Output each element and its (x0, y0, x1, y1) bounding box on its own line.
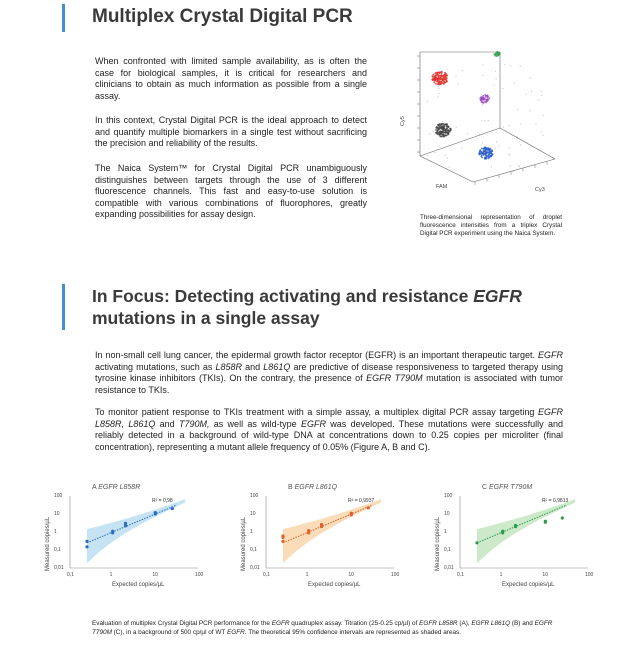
data-point (501, 530, 504, 533)
x-tick-label: 1 (499, 572, 503, 578)
x-tick-label: 0,1 (457, 572, 464, 578)
x-tick-label: 0,1 (67, 572, 74, 578)
figure-axis-label-cy5: Cy5 (400, 116, 406, 126)
y-tick-label: 1 (250, 529, 253, 535)
y-tick-label: 100 (54, 493, 63, 499)
section2-title-part2: mutations in a single assay (92, 308, 320, 328)
x-tick-label: 1 (305, 572, 309, 578)
section2-paragraph-1: In non-small cell lung cancer, the epidermal growth factor receptor (EGFR) is an important therapeutic target. EGFR activating mutations, such as L858R and L861Q are predictive of disease responsiveness to targeted therapy using tyrosine kinase inhibitors (TKIs). On the contrary, the presence of EGFR T790M mutation is associated with tumor resistance to TKIs. (95, 350, 564, 395)
y-axis-label: Measured copies/µL (241, 516, 247, 571)
y-tick-label: 1 (54, 529, 57, 535)
x-tick-label: 100 (391, 572, 400, 578)
figure-axis-label-cy3: Cy3 (535, 187, 545, 193)
y-tick-label: 10 (444, 511, 450, 517)
y-tick-label: 1 (444, 529, 447, 535)
y-tick-label: 0,01 (444, 565, 454, 571)
x-tick-label: 100 (585, 572, 594, 578)
chart-title-text: EGFR L861Q (294, 484, 338, 491)
y-tick-label: 0,1 (250, 547, 257, 553)
x-tick-label: 10 (348, 572, 354, 578)
section1-paragraph-1: When confronted with limited sample availability, as is often the case for biological samples, it is critical for researchers and clinicians to obtain as much information as possible from a single assay. (95, 56, 367, 101)
y-tick-label: 100 (250, 493, 259, 499)
y-axis-label: Measured copies/µL (45, 516, 51, 571)
y-tick-label: 100 (444, 493, 453, 499)
confidence-band (477, 499, 575, 563)
figure-caption: Three-dimensional representation of droplet fluorescence intensities from a triplex Crystal Digital PCR experiment using the Naica System. (420, 214, 562, 237)
x-tick-label: 100 (195, 572, 204, 578)
chart-panel-letter: B (288, 484, 295, 491)
chart-panel-letter: C (482, 484, 489, 491)
y-axis-label: Measured copies/µL (435, 516, 441, 571)
x-axis-label: Expected copies/µL (112, 582, 165, 588)
chart-panel-letter: A (92, 484, 99, 491)
chart-title-text: EGFR T790M (489, 484, 533, 491)
section1-paragraph-2: In this context, Crystal Digital PCR is the ideal approach to detect and quantify multiple biomarkers in a single test without sacrificing the precision and reliability of the results. (95, 115, 367, 148)
y-tick-label: 0,1 (54, 547, 61, 553)
r-squared-label: R² = 0,9937 (348, 498, 375, 504)
y-tick-label: 0,01 (54, 565, 64, 571)
r-squared-label: R² = 0,9813 (542, 498, 569, 504)
x-tick-label: 10 (542, 572, 548, 578)
x-axis-label: Expected copies/µL (502, 582, 555, 588)
section1-paragraph-3: The Naica System™ for Crystal Digital PCR unambiguously distinguishes between targets through the use of 3 different fluorescence channels. This fast and easy-to-use solution is compatible with various combinations of fluorophores, greatly expanding possibilities for assay design. (95, 163, 367, 219)
section1-title: Multiplex Crystal Digital PCR (92, 6, 353, 27)
figure-axis-label-fam: FAM (436, 184, 448, 190)
chart-title-text: EGFR L858R (98, 484, 141, 491)
charts-caption: Evaluation of multiplex Crystal Digital PCR performance for the EGFR quadruplex assay. Titration (25-0.25 cp/µl) of EGFR L858R (A), EGFR L861Q (B) and EGFR T790M (C), in a background of 500 cp/µl of WT EGFR. The theoretical 95% confidence intervals are represented as shaded areas. (92, 620, 553, 636)
data-point (544, 520, 547, 523)
x-tick-label: 1 (109, 572, 113, 578)
section2-title-italic: EGFR (473, 286, 522, 306)
section2-paragraph-2: To monitor patient response to TKIs treatment with a simple assay, a multiplex digital PCR assay targeting EGFR L858R, L861Q and T790M, as well as wild-type EGFR was developed. These mutations were successfully and reliably detected in a background of wild-type DNA at concentrations down to 0.25 copies per microliter (final concentration), representing a mutant allele frequency of 0.05% (Figure A, B and C). (95, 407, 563, 452)
section2-title-part1: In Focus: Detecting activating and resistance (92, 286, 474, 306)
y-tick-label: 0,1 (444, 547, 451, 553)
data-point (475, 541, 478, 544)
data-point (514, 524, 517, 527)
y-tick-label: 10 (250, 511, 256, 517)
r-squared-label: R² = 0,98 (152, 498, 173, 504)
y-tick-label: 10 (54, 511, 60, 517)
x-tick-label: 0,1 (263, 572, 270, 578)
x-axis-label: Expected copies/µL (308, 582, 361, 588)
data-point (561, 516, 564, 519)
x-tick-label: 10 (152, 572, 158, 578)
y-tick-label: 0,01 (250, 565, 260, 571)
